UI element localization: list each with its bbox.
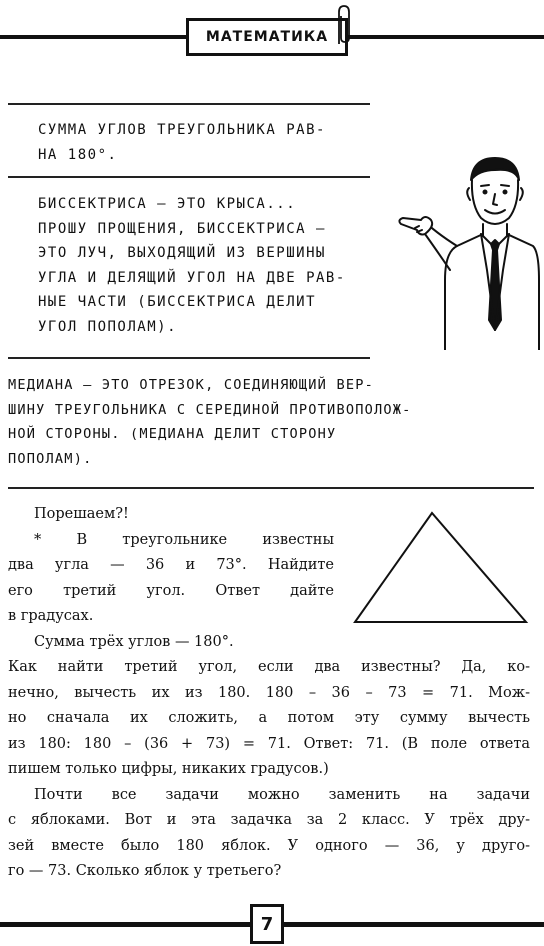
note-line: УГОЛ ПОПОЛАМ). — [38, 318, 178, 335]
task-line: его третий угол. Ответ дайте — [8, 582, 334, 599]
page-number-label: 7 — [260, 913, 274, 935]
body-line: нечно, вычесть их из 180. 180 – 36 – 73 = 71. Мож- — [8, 684, 530, 701]
body-line: Как найти третий угол, если два известны? Да, ко- — [8, 659, 530, 675]
section-title: МАТЕМАТИКА — [205, 29, 329, 45]
note-line: СУММА УГЛОВ ТРЕУГОЛЬНИКА РАВ- — [38, 122, 326, 138]
body-line: го — 73. Сколько яблок у третьего? — [8, 863, 282, 879]
footer-rule-left — [0, 922, 250, 927]
businessman-pointing-illustration — [395, 150, 540, 350]
body-line: из 180: 180 – (36 + 73) = 71. Ответ: 71. (В поле ответа — [8, 735, 530, 752]
note-line: МЕДИАНА — ЭТО ОТРЕЗОК, СОЕДИНЯЮЩИЙ ВЕР- — [8, 377, 374, 393]
triangle-figure — [350, 508, 530, 628]
note-line: НЫЕ ЧАСТИ (БИССЕКТРИСА ДЕЛИТ — [38, 294, 317, 310]
problem-heading: Порешаем?! — [34, 506, 129, 522]
note-line: ПОПОЛАМ). — [8, 450, 93, 467]
body-line: Почти все задачи можно заменить на задачи — [34, 786, 530, 803]
note-line: ШИНУ ТРЕУГОЛЬНИКА С СЕРЕДИНОЙ ПРОТИВОПОЛОЖ- — [8, 401, 412, 418]
task-line: два угла — 36 и 73°. Найдите — [8, 557, 334, 573]
note-line: НА 180°. — [38, 146, 118, 163]
header-title-box — [186, 18, 348, 56]
body-line: зей вместе было 180 яблок. У одного — 36, у друго- — [8, 837, 530, 854]
divider-4 — [8, 487, 534, 489]
note-line: БИССЕКТРИСА — ЭТО КРЫСА... — [38, 196, 297, 212]
problem-intro — [8, 502, 334, 655]
page-number — [250, 904, 284, 944]
angle-sum-note — [38, 118, 326, 167]
bisector-note — [38, 192, 346, 339]
solution-text — [8, 655, 530, 885]
body-line: пишем только цифры, никаких градусов.) — [8, 761, 329, 777]
note-line: ЭТО ЛУЧ, ВЫХОДЯЩИЙ ИЗ ВЕРШИНЫ — [38, 245, 326, 261]
note-line: УГЛА И ДЕЛЯЩИЙ УГОЛ НА ДВЕ РАВ- — [38, 269, 346, 286]
divider-2 — [8, 176, 370, 178]
header-rule-left — [0, 35, 186, 39]
median-note — [8, 373, 412, 471]
note-line: ПРОШУ ПРОЩЕНИЯ, БИССЕКТРИСА — — [38, 220, 326, 237]
paperclip-icon — [332, 4, 354, 50]
body-line: но сначала их сложить, а потом эту сумму вычесть — [8, 710, 530, 726]
divider-3 — [8, 357, 370, 359]
header-rule-right — [348, 35, 544, 39]
footer-rule-right — [284, 922, 544, 927]
task-line: * В треугольнике известны — [34, 531, 334, 548]
divider-1 — [8, 103, 370, 105]
note-line: НОЙ СТОРОНЫ. (МЕДИАНА ДЕЛИТ СТОРОНУ — [8, 426, 337, 442]
body-line: с яблоками. Вот и эта задачка за 2 класс. У трёх дру- — [8, 812, 530, 828]
angle-sum-line: Сумма трёх углов — 180°. — [34, 633, 234, 650]
task-line: в градусах. — [8, 608, 94, 624]
